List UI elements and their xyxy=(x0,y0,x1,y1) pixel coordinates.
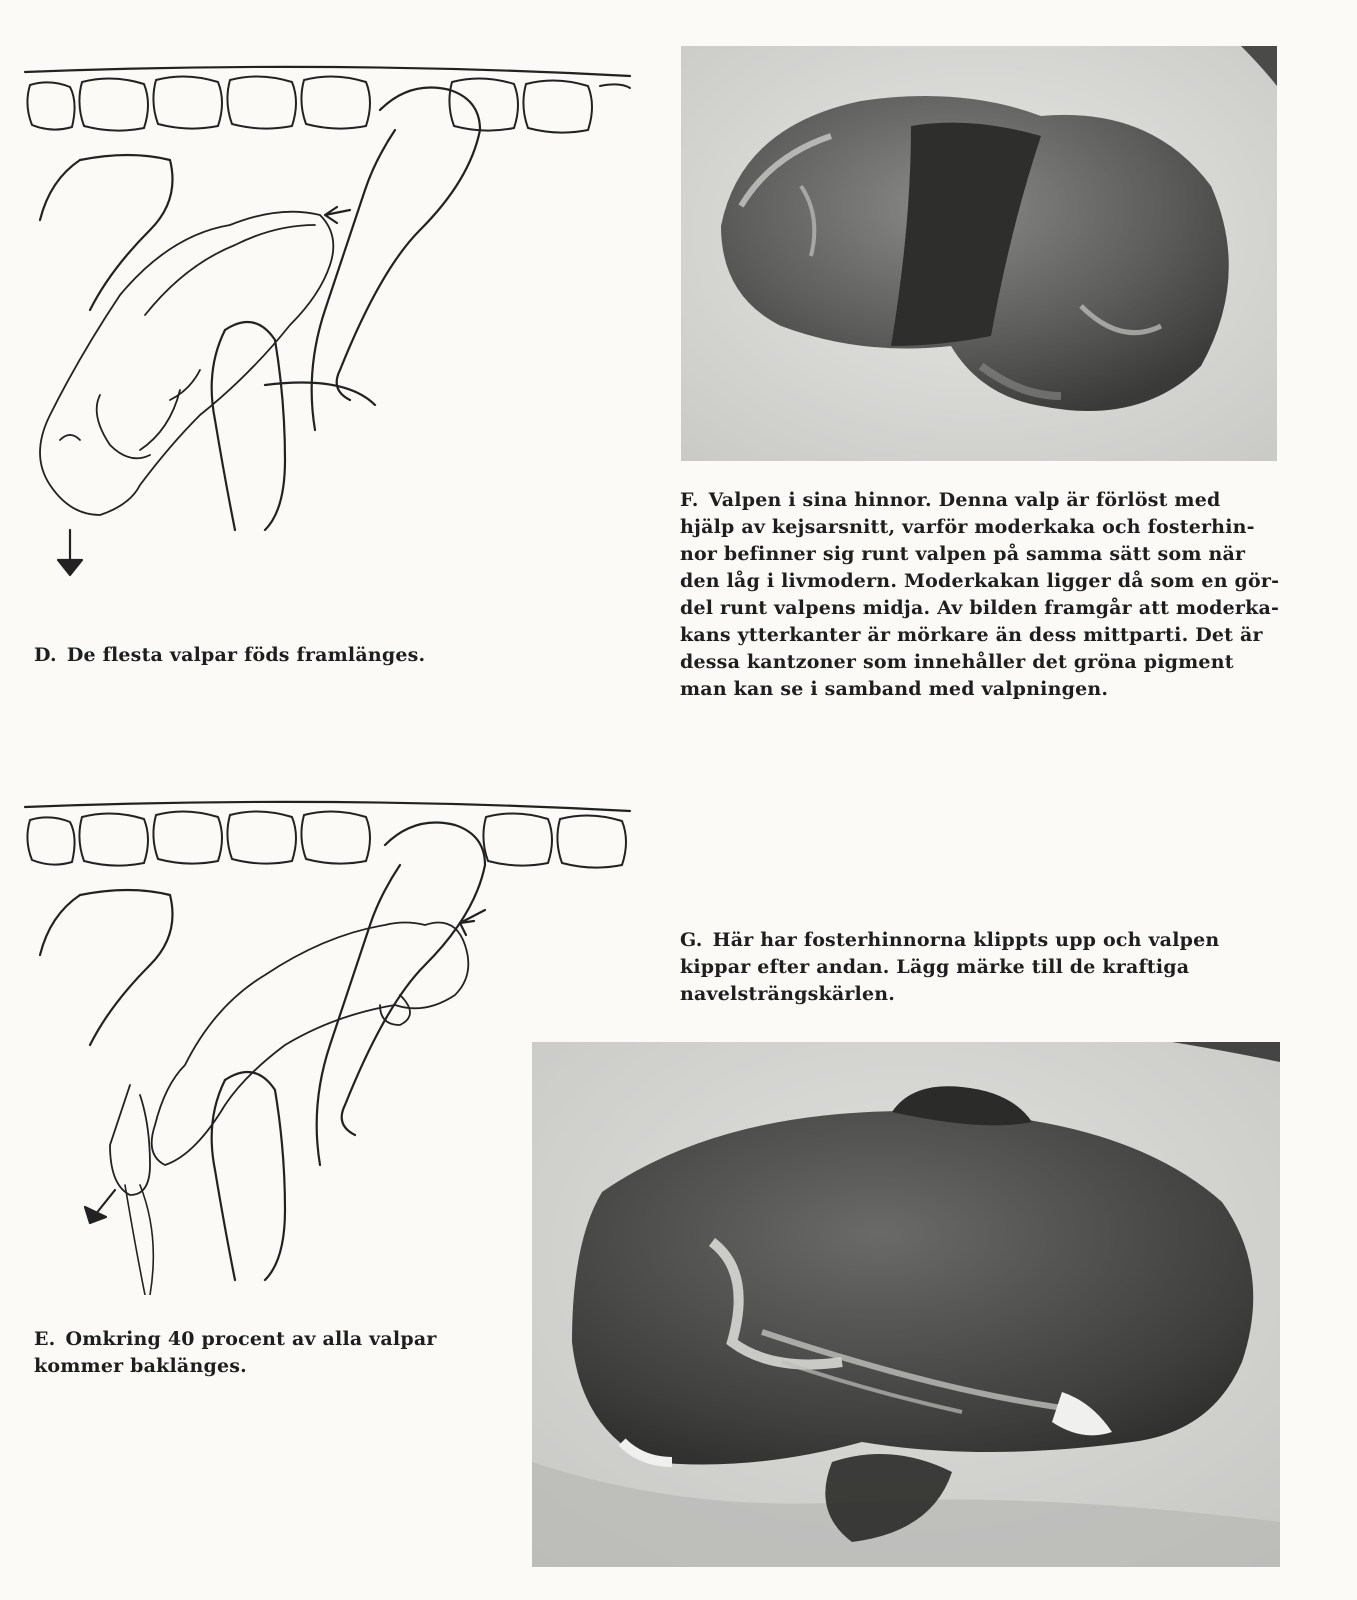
figure-f-line: hjälp av kejsarsnitt, varför moderkaka och fosterhin- xyxy=(680,516,1255,538)
figure-f-letter: F. xyxy=(680,489,699,511)
figure-f-caption xyxy=(680,487,1279,703)
figure-e-caption xyxy=(34,1326,437,1380)
figure-f-photo xyxy=(681,46,1277,461)
figure-f-line: dessa kantzoner som innehåller det gröna pigment xyxy=(680,651,1234,673)
figure-f-line: nor befinner sig runt valpen på samma sätt som när xyxy=(680,543,1246,565)
figure-e-line: kommer baklänges. xyxy=(34,1355,247,1377)
figure-g-line: Här har fosterhinnorna klippts upp och valpen xyxy=(712,929,1220,951)
figure-d-illustration xyxy=(20,60,640,590)
puppy-figure-e xyxy=(110,923,468,1296)
figure-g-line: kippar efter andan. Lägg märke till de kraftiga xyxy=(680,956,1190,978)
figure-d-caption xyxy=(34,642,425,669)
figure-g-photo xyxy=(532,1042,1280,1567)
figure-g-letter: G. xyxy=(680,929,703,951)
figure-e-letter: E. xyxy=(34,1328,56,1350)
vertebrae xyxy=(27,811,626,867)
figure-g-caption xyxy=(680,927,1219,1008)
puppy-figure-d xyxy=(40,212,333,515)
figure-f-line: den låg i livmodern. Moderkakan ligger då som en gör- xyxy=(680,570,1280,592)
figure-f-line: man kan se i samband med valpningen. xyxy=(680,678,1109,700)
vertebrae xyxy=(27,76,630,132)
figure-e-line: Omkring 40 procent av alla valpar xyxy=(65,1328,437,1350)
figure-d-letter: D. xyxy=(34,644,57,666)
figure-d-caption-text: De flesta valpar föds framlänges. xyxy=(66,644,426,666)
figure-g-line: navelsträngskärlen. xyxy=(680,983,896,1005)
figure-f-line: kans ytterkanter är mörkare än dess mittparti. Det är xyxy=(680,624,1263,646)
figure-f-line: Valpen i sina hinnor. Denna valp är förlöst med xyxy=(708,489,1221,511)
figure-f-line: del runt valpens midja. Av bilden framgår att moderka- xyxy=(680,597,1280,619)
